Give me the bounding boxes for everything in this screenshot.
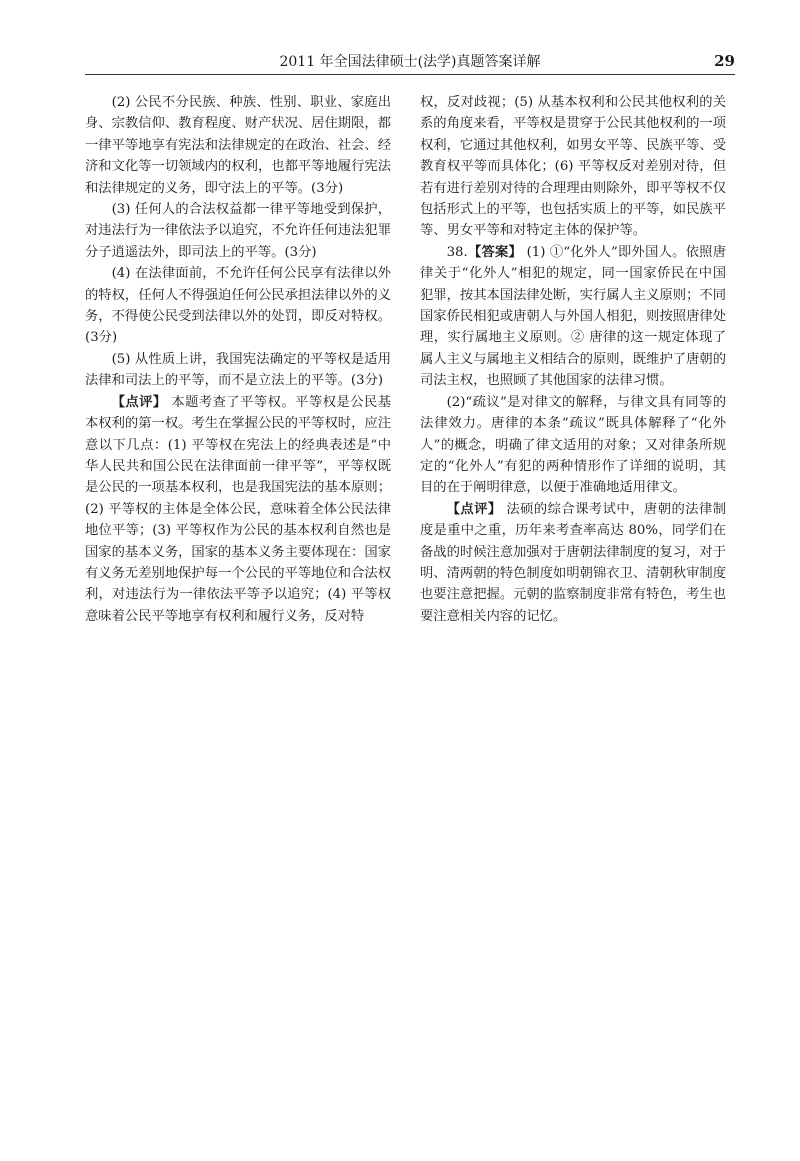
question-number: 38. — [446, 244, 468, 260]
answer-point-4: (4) 在法律面前，不允许任何公民享有法律以外的特权，任何人不得强迫任何公民承担法律以外的义务，不得使公民受到法律以外的处罚，即反对特权。(3分) — [85, 266, 391, 346]
page-number: 29 — [714, 52, 735, 70]
answer-tag: 【答案】 — [467, 244, 523, 260]
question-38-part-2: (2)“疏议”是对律文的解释，与律文具有同等的法律效力。唐律的本条“疏议”既具体解释了“化外人”的概念，明确了律文适用的对象；又对律条所规定的“化外人”有犯的两种情形作了详细的说明，其目的在于阐明律意，以便于准确地适用律文。 — [420, 394, 726, 496]
comment-tag: 【点评】 — [111, 394, 167, 410]
comment-text: 本题考查了平等权。平等权是公民基本权利的第一权。考生在掌握公民的平等权时，应注意以下几点：(1) 平等权在宪法上的经典表述是“中华人民共和国公民在法律面前一律平等”，平等权既是公民的一项基本权利，也是我国宪法的基本原则；(2) 平等权的主体是全体公民，意味着全体公民法律地位平等；(3) 平等权作为公民的基本权利自然也是国家的基本义务，国家的基本义务主要体现在：国家有义务无差别地保护每一个公民的平等地位和合法权利，对违法行为一律依法平等予以追究；(4) 平等权意味着公民平等地享有权利和履行义务，反对特 — [85, 394, 392, 624]
comment-continuation: 权，反对歧视；(5) 从基本权利和公民其他权利的关系的角度来看，平等权是贯穿于公民其他权利的一项权利，它通过其他权利，如男女平等、民族平等、受教育权平等而具体化；(6) 平等权反对差别对待，但若有进行差别对待的合理理由则除外，即平等权不仅包括形式上的平等，也包括实质上的平等，如民族平等、男女平等和对特定主体的保护等。 — [420, 95, 726, 239]
answer-point-2: (2) 公民不分民族、种族、性别、职业、家庭出身、宗教信仰、教育程度、财产状况、居住期限，都一律平等地享有宪法和法律规定的在政治、社会、经济和文化等一切领域内的权利，也都平等地履行宪法和法律规定的义务，即守法上的平等。(3分) — [85, 95, 391, 196]
answer-text: (1) ①“化外人”即外国人。依照唐律关于“化外人”相犯的规定，同一国家侨民在中国犯罪，按其本国法律处断，实行属人主义原则；不同国家侨民相犯或唐朝人与外国人相犯，则按照唐律处理，实行属地主义原则。② 唐律的这一规定体现了属人主义与属地主义相结合的原则，既维护了唐朝的司法主权，也照顾了其他国家的法律习惯。 — [420, 244, 726, 389]
comment-text: 法硕的综合课考试中，唐朝的法律制度是重中之重，历年来考查率高达 80%，同学们在备战的时候注意加强对于唐朝法律制度的复习，对于明、清两朝的特色制度如明朝锦衣卫、清朝秋审制度也要注意把握。元朝的监察制度非常有特色，考生也要注意相关内容的记忆。 — [420, 501, 727, 624]
header-rule — [85, 74, 735, 75]
comment-paragraph-37 — [85, 392, 391, 627]
question-38-answer — [420, 242, 726, 392]
left-column — [85, 92, 391, 627]
running-header — [85, 52, 735, 76]
header-title: 2011 年全国法律硕士(法学)真题答案详解 — [279, 54, 541, 70]
answer-point-5: (5) 从性质上讲，我国宪法确定的平等权是适用法律和司法上的平等，而不是立法上的平等。(3分) — [85, 351, 391, 389]
right-column — [420, 92, 726, 627]
comment-paragraph-38 — [420, 499, 726, 627]
answer-point-3: (3) 任何人的合法权益都一律平等地受到保护，对违法行为一律依法予以追究，不允许任何违法犯罪分子逍遥法外，即司法上的平等。(3分) — [85, 202, 391, 260]
comment-tag: 【点评】 — [446, 501, 502, 517]
